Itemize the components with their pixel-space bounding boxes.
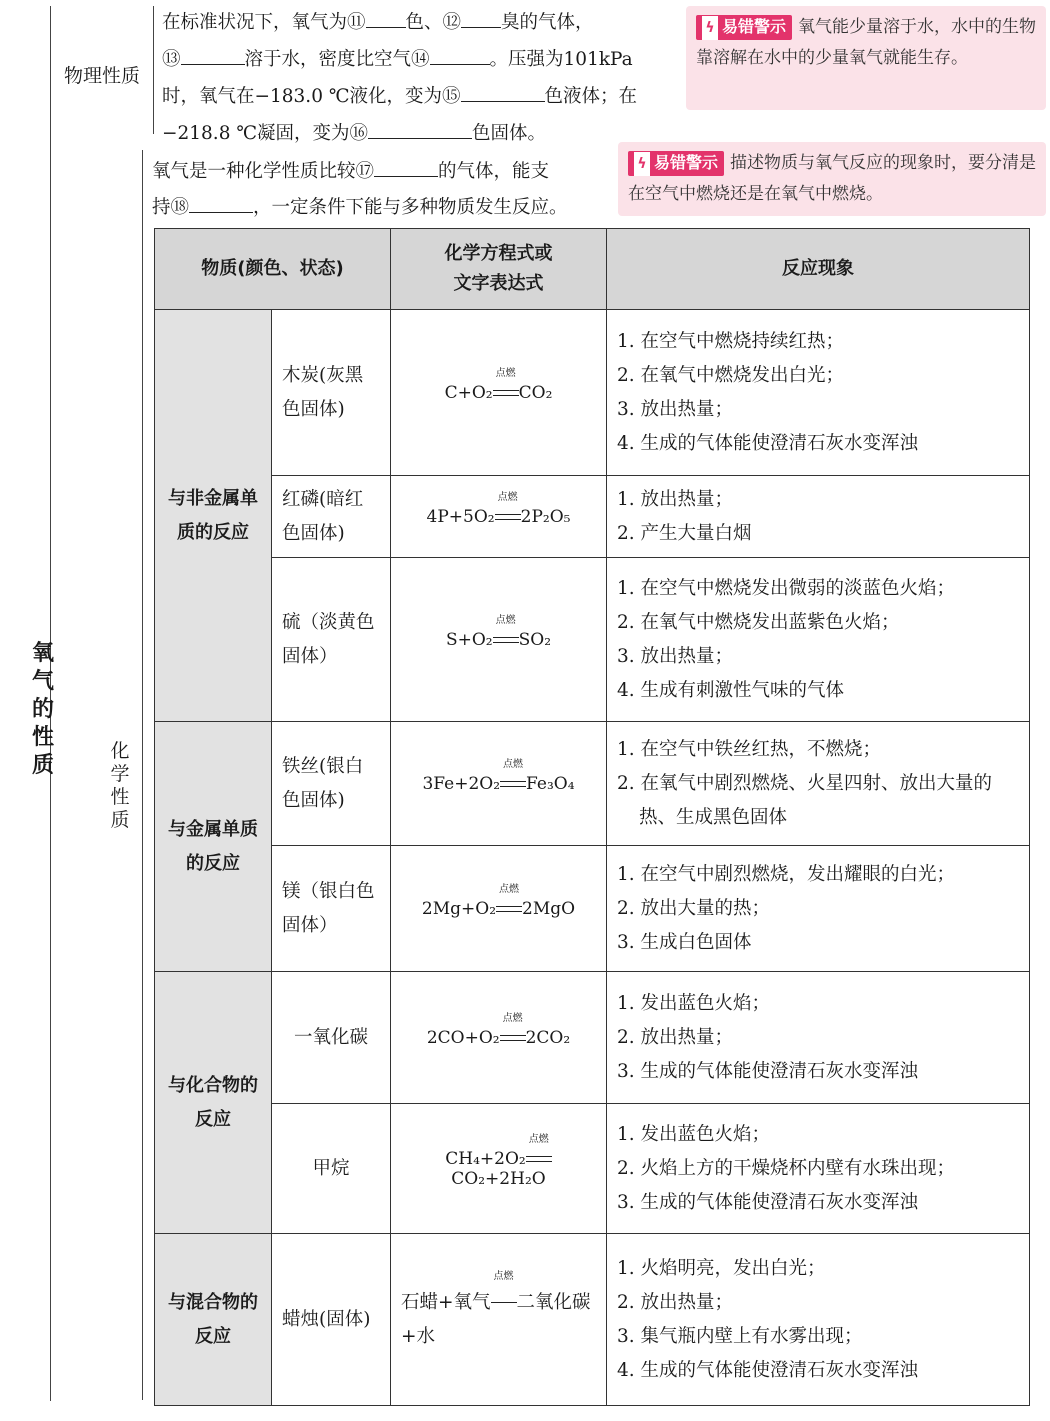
equation-cell: [391, 846, 607, 972]
blank-13[interactable]: [181, 46, 245, 65]
oxygen-properties-title: 氧 气 的 性 质: [31, 641, 54, 778]
phenomenon-line: 1. 在空气中铁丝红热，不燃烧；: [617, 738, 882, 760]
equation-products: 2MgO: [522, 898, 576, 919]
lightning-icon: ϟ: [634, 152, 650, 176]
substance-cell: 蜡烛(固体): [272, 1234, 391, 1406]
phenomena-cell: [607, 476, 1030, 558]
phenomenon-line: 2. 在氧气中剧烈燃烧、火星四射、放出大量的: [617, 772, 993, 794]
equation-reactants: S+O₂: [445, 629, 493, 650]
substance-cell: 甲烷: [272, 1104, 391, 1234]
equation-products: CO₂: [518, 382, 553, 403]
phenomenon-line: 1. 发出蓝色火焰；: [617, 1123, 771, 1145]
phenomena-cell: [607, 972, 1030, 1104]
table-row: [155, 846, 1030, 972]
phenomenon-line: 2. 放出热量；: [617, 1291, 734, 1313]
table-row: [155, 722, 1030, 846]
table-row: [155, 972, 1030, 1104]
reaction-category: 与金属单质的反应: [155, 722, 272, 972]
reaction-category: 与混合物的反应: [155, 1234, 272, 1406]
equation-products: 2P₂O₅: [520, 506, 571, 527]
phenomenon-line: 热、生成黑色固体: [639, 806, 788, 828]
header-equation: 化学方程式或 文字表达式: [391, 229, 607, 310]
table-row: [155, 476, 1030, 558]
table-row: [155, 310, 1030, 476]
phenomenon-line: 3. 生成的气体能使澄清石灰水变浑浊: [617, 1191, 919, 1213]
substance-cell: 一氧化碳: [272, 972, 391, 1104]
blank-12[interactable]: [461, 9, 501, 28]
equation-products: SO₂: [518, 629, 552, 650]
lightning-icon: ϟ: [702, 16, 718, 40]
phenomenon-line: 1. 发出蓝色火焰；: [617, 992, 771, 1014]
ignite-condition: 点燃: [495, 507, 521, 527]
phenomenon-line: 3. 放出热量；: [617, 398, 734, 420]
equation-cell: [391, 476, 607, 558]
equation-reactants: 4P+5O₂: [426, 506, 495, 527]
phenomenon-line: 1. 火焰明亮，发出白光；: [617, 1257, 826, 1279]
substance-cell: 铁丝(银白色固体): [272, 722, 391, 846]
ignite-condition: 点燃: [500, 1028, 526, 1048]
phenomenon-line: 1. 放出热量；: [617, 488, 734, 510]
phenomenon-line: 2. 在氧气中燃烧发出白光；: [617, 364, 845, 386]
phenomenon-line: 1. 在空气中燃烧持续红热；: [617, 330, 845, 352]
phenomenon-line: 4. 生成的气体能使澄清石灰水变浑浊: [617, 1359, 919, 1381]
equation-reactants: 2CO+O₂: [426, 1027, 500, 1048]
reaction-category: 与化合物的反应: [155, 972, 272, 1234]
reaction-category: 与非金属单质的反应: [155, 310, 272, 722]
equation-cell: [391, 722, 607, 846]
phenomenon-line: 3. 放出热量；: [617, 645, 734, 667]
blank-17[interactable]: [374, 158, 438, 177]
phenomenon-line: 2. 在氧气中燃烧发出蓝紫色火焰；: [617, 611, 900, 633]
substance-cell: 硫（淡黄色固体）: [272, 558, 391, 722]
equation-products: Fe₃O₄: [526, 773, 575, 794]
chemical-bracket: [142, 150, 143, 1400]
phenomenon-line: 2. 产生大量白烟: [617, 522, 752, 544]
equation-cell: [391, 1104, 607, 1234]
phenomena-cell: [607, 1234, 1030, 1406]
physical-properties-label: 物理性质: [64, 65, 141, 87]
equation-products: 二氧化碳+水: [401, 1291, 591, 1347]
equation-products: 2CO₂: [525, 1027, 571, 1048]
phenomenon-line: 2. 放出热量；: [617, 1026, 734, 1048]
ignite-condition: 点燃: [493, 383, 519, 403]
phenomenon-line: 3. 生成白色固体: [617, 931, 752, 953]
header-substance: 物质(颜色、状态): [155, 229, 391, 310]
equation-reactants: 石蜡+氧气: [401, 1291, 491, 1313]
phenomenon-line: 1. 在空气中剧烈燃烧，发出耀眼的白光；: [617, 863, 956, 885]
equation-products: CO₂+2H₂O: [451, 1168, 546, 1189]
phenomenon-line: 1. 在空气中燃烧发出微弱的淡蓝色火焰；: [617, 577, 956, 599]
blank-15[interactable]: [461, 83, 545, 102]
phenomenon-line: 2. 火焰上方的干燥烧杯内壁有水珠出现；: [617, 1157, 956, 1179]
blank-18[interactable]: [189, 194, 253, 213]
equation-reactants: C+O₂: [444, 382, 493, 403]
physical-properties-text: 在标准状况下，氧气为⑪ 色、⑫ 臭的气体， ⑬ 溶于水，密度比空气⑭ 。压强为101kPa 时，氧气在−183.0 ℃液化，变为⑮ 色液体；在 −218.8 ℃凝固，变为⑯ 色固体。: [162, 4, 667, 152]
phenomena-cell: [607, 558, 1030, 722]
blank-14[interactable]: [430, 46, 490, 65]
table-row: [155, 1104, 1030, 1234]
chemical-properties-intro: 氧气是一种化学性质比较⑰ 的气体，能支 持⑱ ，一定条件下能与多种物质发生反应。: [152, 154, 622, 226]
oxygen-reactions-table: [154, 228, 1030, 1406]
phenomenon-line: 3. 集气瓶内壁上有水雾出现；: [617, 1325, 863, 1347]
phenomenon-line: 4. 生成有刺激性气味的气体: [617, 679, 845, 701]
phenomena-cell: [607, 846, 1030, 972]
phenomenon-line: 2. 放出大量的热；: [617, 897, 771, 919]
table-row: [155, 1234, 1030, 1406]
header-phenomena: 反应现象: [607, 229, 1030, 310]
phenomena-cell: [607, 722, 1030, 846]
equation-reactants: CH₄+2O₂: [445, 1148, 526, 1169]
chemical-properties-label: 化 学 性 质: [110, 740, 130, 831]
ignite-condition: 点燃: [491, 1286, 517, 1320]
ignite-condition: 点燃: [526, 1149, 552, 1169]
substance-cell: 红磷(暗红色固体): [272, 476, 391, 558]
blank-11[interactable]: [366, 9, 406, 28]
substance-cell: 镁（银白色固体）: [272, 846, 391, 972]
warning-box-combustion: ϟ 易错警示 描述物质与氧气反应的现象时，要分清是在空气中燃烧还是在氧气中燃烧。: [618, 142, 1046, 216]
phenomena-cell: [607, 310, 1030, 476]
equation-cell: [391, 310, 607, 476]
ignite-condition: 点燃: [496, 899, 522, 919]
equation-cell: [391, 1234, 607, 1406]
warning-tag: ϟ 易错警示: [696, 15, 792, 40]
equation-reactants: 3Fe+2O₂: [422, 773, 501, 794]
table-row: [155, 558, 1030, 722]
warning-box-solubility: ϟ 易错警示 氧气能少量溶于水，水中的生物靠溶解在水中的少量氧气就能生存。: [686, 6, 1046, 110]
warning-tag: ϟ 易错警示: [628, 151, 724, 176]
table-header-row: [155, 229, 1030, 310]
blank-16[interactable]: [368, 120, 472, 139]
phenomenon-line: 4. 生成的气体能使澄清石灰水变浑浊: [617, 432, 919, 454]
physical-bracket: [153, 6, 154, 134]
equation-reactants: 2Mg+O₂: [421, 898, 497, 919]
ignite-condition: 点燃: [500, 774, 526, 794]
substance-cell: 木炭(灰黑色固体): [272, 310, 391, 476]
ignite-condition: 点燃: [493, 630, 519, 650]
phenomenon-line: 3. 生成的气体能使澄清石灰水变浑浊: [617, 1060, 919, 1082]
equation-cell: [391, 558, 607, 722]
equation-cell: [391, 972, 607, 1104]
phenomena-cell: [607, 1104, 1030, 1234]
